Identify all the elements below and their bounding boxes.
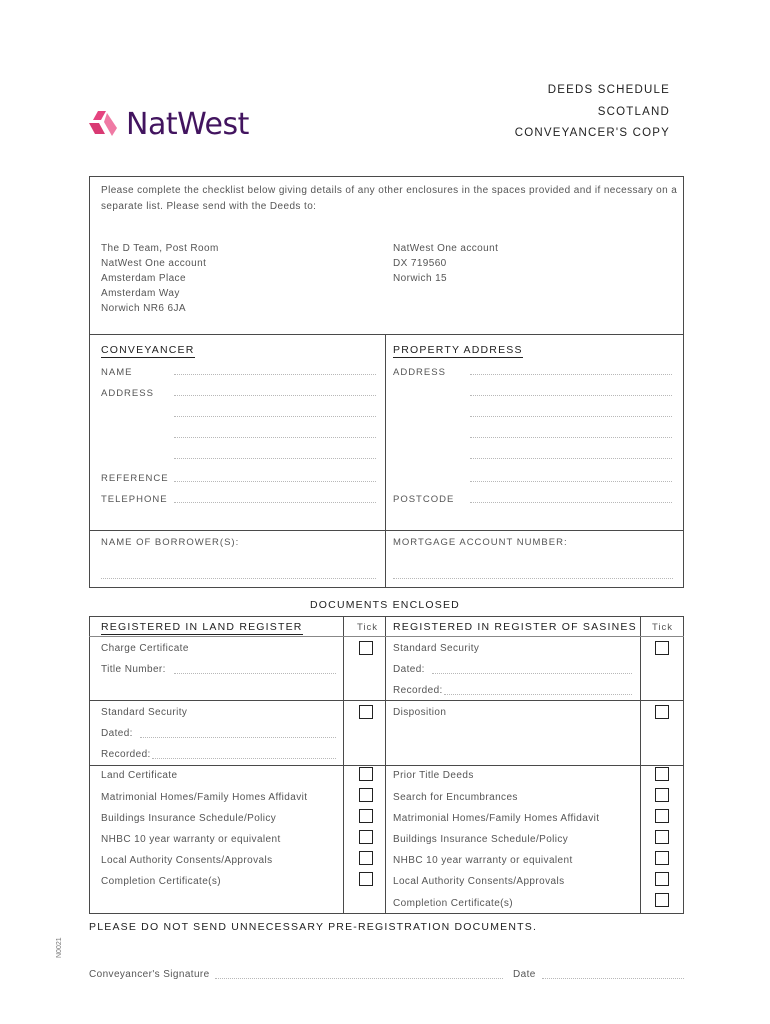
sasines-dated-label: Dated: xyxy=(393,664,425,675)
reference-input-line[interactable] xyxy=(174,481,376,482)
sasines-list-item: Buildings Insurance Schedule/Policy xyxy=(393,834,569,845)
natwest-chevrons-icon xyxy=(88,110,118,138)
sasines-list-item: NHBC 10 year warranty or equivalent xyxy=(393,855,573,866)
address-input-line[interactable] xyxy=(174,395,376,396)
property-address-input-line[interactable] xyxy=(470,395,672,396)
land-list-checkbox[interactable] xyxy=(359,851,373,865)
sasines-list-item: Matrimonial Homes/Family Homes Affidavit xyxy=(393,813,600,824)
divider xyxy=(89,334,684,335)
title-conveyancers-copy: CONVEYANCER'S COPY xyxy=(514,127,670,139)
mortgage-account-input-line[interactable] xyxy=(393,578,673,579)
property-address-heading: PROPERTY ADDRESS xyxy=(393,344,523,356)
row-divider xyxy=(385,700,684,701)
postcode-label: POSTCODE xyxy=(393,494,455,505)
land-list-item: NHBC 10 year warranty or equivalent xyxy=(101,834,281,845)
land-list-checkbox[interactable] xyxy=(359,872,373,886)
sasines-standard-security-checkbox[interactable] xyxy=(655,641,669,655)
land-register-heading: REGISTERED IN LAND REGISTER xyxy=(101,621,303,633)
property-address-label: ADDRESS xyxy=(393,367,446,378)
land-list-item: Buildings Insurance Schedule/Policy xyxy=(101,813,277,824)
land-recorded-label: Recorded: xyxy=(101,749,151,760)
sasines-standard-security-label: Standard Security xyxy=(393,643,480,654)
name-input-line[interactable] xyxy=(174,374,376,375)
send-address-line: The D Team, Post Room xyxy=(101,243,219,254)
header-divider xyxy=(89,636,684,637)
sasines-list-checkbox[interactable] xyxy=(655,830,669,844)
disposition-checkbox[interactable] xyxy=(655,705,669,719)
land-list-item: Local Authority Consents/Approvals xyxy=(101,855,273,866)
sasines-heading: REGISTERED IN REGISTER OF SASINES xyxy=(393,621,637,633)
property-address-input-line[interactable] xyxy=(470,458,672,459)
land-list-item: Matrimonial Homes/Family Homes Affidavit xyxy=(101,792,308,803)
row-divider xyxy=(89,765,684,766)
signature-label: Conveyancer's Signature xyxy=(89,969,210,980)
land-list-item: Land Certificate xyxy=(101,770,178,781)
sasines-list-item: Local Authority Consents/Approvals xyxy=(393,876,565,887)
date-label: Date xyxy=(513,969,536,980)
land-dated-label: Dated: xyxy=(101,728,133,739)
sasines-list-item: Search for Encumbrances xyxy=(393,792,518,803)
address-input-line[interactable] xyxy=(174,437,376,438)
send-address-line: NatWest One account xyxy=(101,258,207,269)
documents-enclosed-title: DOCUMENTS ENCLOSED xyxy=(310,599,460,611)
sasines-dated-input-line[interactable] xyxy=(432,673,632,674)
name-label: NAME xyxy=(101,367,133,378)
title-number-input-line[interactable] xyxy=(174,673,336,674)
land-recorded-input-line[interactable] xyxy=(152,758,336,759)
form-main-box xyxy=(89,176,684,588)
tick-header: Tick xyxy=(652,622,674,633)
land-list-checkbox[interactable] xyxy=(359,809,373,823)
borrower-label: NAME OF BORROWER(S): xyxy=(101,537,240,548)
sasines-list-checkbox[interactable] xyxy=(655,872,669,886)
disposition-label: Disposition xyxy=(393,707,447,718)
date-input-line[interactable] xyxy=(542,978,684,979)
send-address-line: Norwich NR6 6JA xyxy=(101,303,186,314)
sasines-list-checkbox[interactable] xyxy=(655,767,669,781)
address-label: ADDRESS xyxy=(101,388,154,399)
dx-address-line: DX 719560 xyxy=(393,258,447,269)
property-address-input-line[interactable] xyxy=(470,481,672,482)
land-list-checkbox[interactable] xyxy=(359,767,373,781)
form-code: N0021 xyxy=(56,937,63,958)
dx-address-line: NatWest One account xyxy=(393,243,499,254)
property-address-input-line[interactable] xyxy=(470,416,672,417)
sasines-list-checkbox[interactable] xyxy=(655,851,669,865)
property-address-input-line[interactable] xyxy=(470,437,672,438)
telephone-label: TELEPHONE xyxy=(101,494,168,505)
land-list-checkbox[interactable] xyxy=(359,788,373,802)
postcode-input-line[interactable] xyxy=(470,502,672,503)
sasines-list-item: Prior Title Deeds xyxy=(393,770,474,781)
intro-line-2: separate list. Please send with the Deeds to: xyxy=(101,201,317,212)
land-list-checkbox[interactable] xyxy=(359,830,373,844)
land-dated-input-line[interactable] xyxy=(140,737,336,738)
sasines-recorded-label: Recorded: xyxy=(393,685,443,696)
land-list-item: Completion Certificate(s) xyxy=(101,876,222,887)
sasines-list-checkbox[interactable] xyxy=(655,893,669,907)
natwest-logo xyxy=(88,106,249,142)
sasines-list-checkbox[interactable] xyxy=(655,809,669,823)
conveyancer-heading: CONVEYANCER xyxy=(101,344,195,356)
logo-text: NatWest xyxy=(126,106,249,142)
title-scotland: SCOTLAND xyxy=(597,106,670,118)
land-standard-security-label: Standard Security xyxy=(101,707,188,718)
send-address-line: Amsterdam Way xyxy=(101,288,180,299)
reference-label: REFERENCE xyxy=(101,473,169,484)
divider xyxy=(89,530,684,531)
signature-input-line[interactable] xyxy=(215,978,503,979)
sasines-list-item: Completion Certificate(s) xyxy=(393,898,514,909)
land-standard-security-checkbox[interactable] xyxy=(359,705,373,719)
sasines-recorded-input-line[interactable] xyxy=(444,694,632,695)
intro-line-1: Please complete the checklist below giving details of any other enclosures in the spaces provided and if necessary on a xyxy=(101,185,678,196)
address-input-line[interactable] xyxy=(174,458,376,459)
address-input-line[interactable] xyxy=(174,416,376,417)
mortgage-account-label: MORTGAGE ACCOUNT NUMBER: xyxy=(393,537,568,548)
warning-text: PLEASE DO NOT SEND UNNECESSARY PRE-REGISTRATION DOCUMENTS. xyxy=(89,921,538,933)
sasines-list-checkbox[interactable] xyxy=(655,788,669,802)
row-divider xyxy=(89,700,386,701)
title-deeds-schedule: DEEDS SCHEDULE xyxy=(547,84,670,96)
divider xyxy=(385,334,386,588)
send-address-line: Amsterdam Place xyxy=(101,273,186,284)
title-number-label: Title Number: xyxy=(101,664,166,675)
dx-address-line: Norwich 15 xyxy=(393,273,448,284)
charge-certificate-label: Charge Certificate xyxy=(101,643,189,654)
property-address-input-line[interactable] xyxy=(470,374,672,375)
tick-header: Tick xyxy=(357,622,379,633)
telephone-input-line[interactable] xyxy=(174,502,376,503)
charge-certificate-checkbox[interactable] xyxy=(359,641,373,655)
borrower-input-line[interactable] xyxy=(101,578,376,579)
